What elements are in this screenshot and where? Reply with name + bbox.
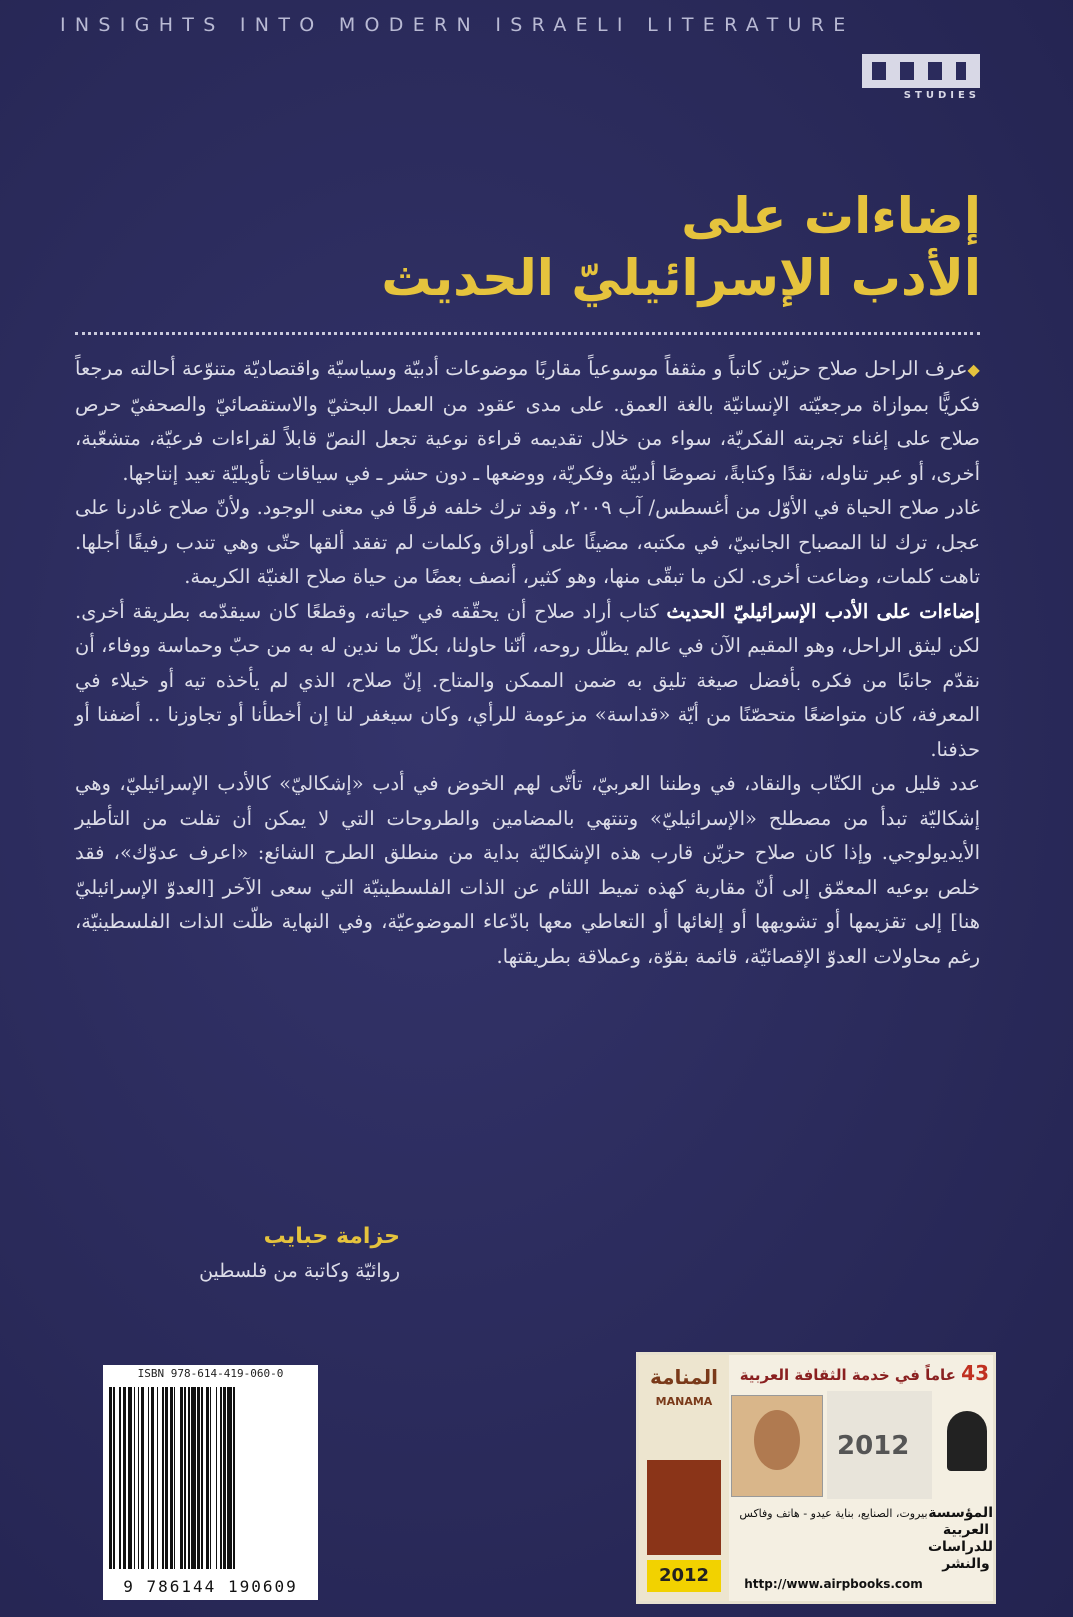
barcode-bars <box>109 1387 312 1569</box>
title-line-1: إضاءات على <box>681 187 981 245</box>
logo-mark-icon <box>862 54 980 88</box>
isbn-label: ISBN 978-614-419-060-0 <box>137 1367 284 1380</box>
manama-english: MANAMA <box>655 1395 713 1408</box>
diamond-bullet-icon: ◆ <box>967 360 980 379</box>
logo-label: STUDIES <box>903 90 980 101</box>
studies-logo <box>862 54 980 101</box>
seal-figure-icon <box>947 1411 987 1471</box>
paragraph-3: إضاءات على الأدب الإسرائيليّ الحديث كتاب أراد صلاح أن يحقّقه في حياته، وقطعًا كان سيقدّمه بطريقة أخرى. لكن ليثق الراحل، وهو المقيم الآن في عالم يظلّل روحه، أنّنا حاولنا، بكلّ ما ندين له به من حبّ وحماسة ووفاء، أن نقدّم جانبًا من فكره بأفضل صيغة تليق به ضمن الممكن والمتاح. إنّ صلاح، الذي لم يأخذه تيه أو خيلاء في المعرفة، كان متواضعًا متحصّنًا من أيّة «قداسة» مزعومة للرأي، وكان سيغفر لنا إن أخطأنا أو تجاوزنا .. أضفنا أو حذفنا. <box>75 599 981 761</box>
paragraph-2: غادر صلاح الحياة في الأوّل من أغسطس/ آب ٢٠٠٩، وقد ترك خلفه فرقًا في معنى الوجود. ولأنّ صلاح غادرنا على عجل، ترك لنا المصباح الجانبيّ، في مكتبه، مضيئًا على أوراق وكلمات لم تفقد ألقها حتّى وهي تندب رفيقًا أجلها. تاهت كلمات، وضاعت أخرى. لكن ما تبقّى منها، وهو كثير، أنصف بعضًا من حياة صلاح الغنيّة الكريمة. <box>75 496 981 588</box>
stamp-headline: 43 عاماً في خدمة الثقافة العربية <box>739 1361 989 1385</box>
author-name: حزامة حبايب <box>263 1224 400 1249</box>
paragraph-1: ◆عرف الراحل صلاح حزيّن كاتباً و مثقفاً موسوعياً مقاربًا موضوعات أدبيّة وسياسيّة واقتصاديّة متنوّعة أحالته مرجعاً فكريًّا بموازاة مرجعيّته الإنسانيّة بالغة العمق. على مدى عقود من العمل البحثيّ والاستقصائيّ والصحفيّ حرص صلاح على إغناء تجربته الفكريّة، سواء من خلال تقديمه قراءة نوعية تجعل النصّ قابلاً لقراءات فرعيّة، متشعّبة، أخرى، أو عبر تناوله، نقدًا وكتابةً، نصوصًا أدبيّة وفكريّة، ووضعها ـ دون حشر ـ في سياقات تأويليّة تعيد إنتاجها. <box>75 357 980 485</box>
publisher-name: المؤسسة العربية للدراسات والنشر <box>927 1505 993 1572</box>
series-title: INSIGHTS INTO MODERN ISRAELI LITERATURE <box>60 14 855 36</box>
barcode-bar <box>235 1387 238 1569</box>
publisher-url: http://www.airpbooks.com <box>744 1577 923 1591</box>
poster-year: 2012 <box>837 1431 910 1461</box>
publisher-stamp <box>636 1352 996 1604</box>
publisher-seal <box>939 1391 991 1501</box>
title-line-2: الأدب الإسرائيليّ الحديث <box>381 249 981 307</box>
isbn-barcode <box>103 1365 318 1600</box>
event-poster <box>827 1391 932 1499</box>
barcode-digits: 9 786144 190609 <box>123 1577 298 1596</box>
portrait-photo <box>731 1395 823 1497</box>
author-signature <box>70 1220 400 1288</box>
manama-arabic: المنامة <box>650 1365 718 1389</box>
dotted-divider <box>75 332 980 335</box>
manama-year: 2012 <box>647 1560 721 1592</box>
author-role: روائيّة وكاتبة من فلسطين <box>199 1260 400 1282</box>
publisher-address: بيروت، الصنايع، بناية عيدو - هاتف وفاكس <box>739 1507 928 1520</box>
manama-panel <box>639 1355 729 1601</box>
calligraphy-art-icon <box>647 1460 721 1555</box>
paragraph-4: عدد قليل من الكتّاب والنقاد، في وطننا العربيّ، تأتّى لهم الخوض في أدب «إشكاليّ» كالأدب الإسرائيليّ، وهي إشكاليّة تبدأ من مصطلح «الإسرائيليّ» وتنتهي بالمضامين والطروحات التي لا يمكن أن تفلت من التأطير الأيديولوجي. وإذا كان صلاح حزيّن قارب هذه الإشكاليّة بداية من منطلق الطرح الشائع: «اعرف عدوّك»، فقد خلص بوعيه المعمّق إلى أنّ مقاربة كهذه تميط اللثام عن الذات الفلسطينيّة التي سعى الآخر [العدوّ الإسرائيليّ هنا] إلى تقزيمها أو تشويهها أو إلغائها أو التعاطي معها بادّعاء الموضوعيّة، وفي النهاية ظلّت الذات الفلسطينيّة، رغم محاولات العدوّ الإقصائيّة، قائمة بقوّة، وعملاقة بطريقتها. <box>75 772 980 968</box>
face-icon <box>754 1410 800 1470</box>
book-title <box>281 185 981 309</box>
blurb-text <box>75 352 980 974</box>
title-mention: إضاءات على الأدب الإسرائيليّ الحديث <box>666 599 981 623</box>
